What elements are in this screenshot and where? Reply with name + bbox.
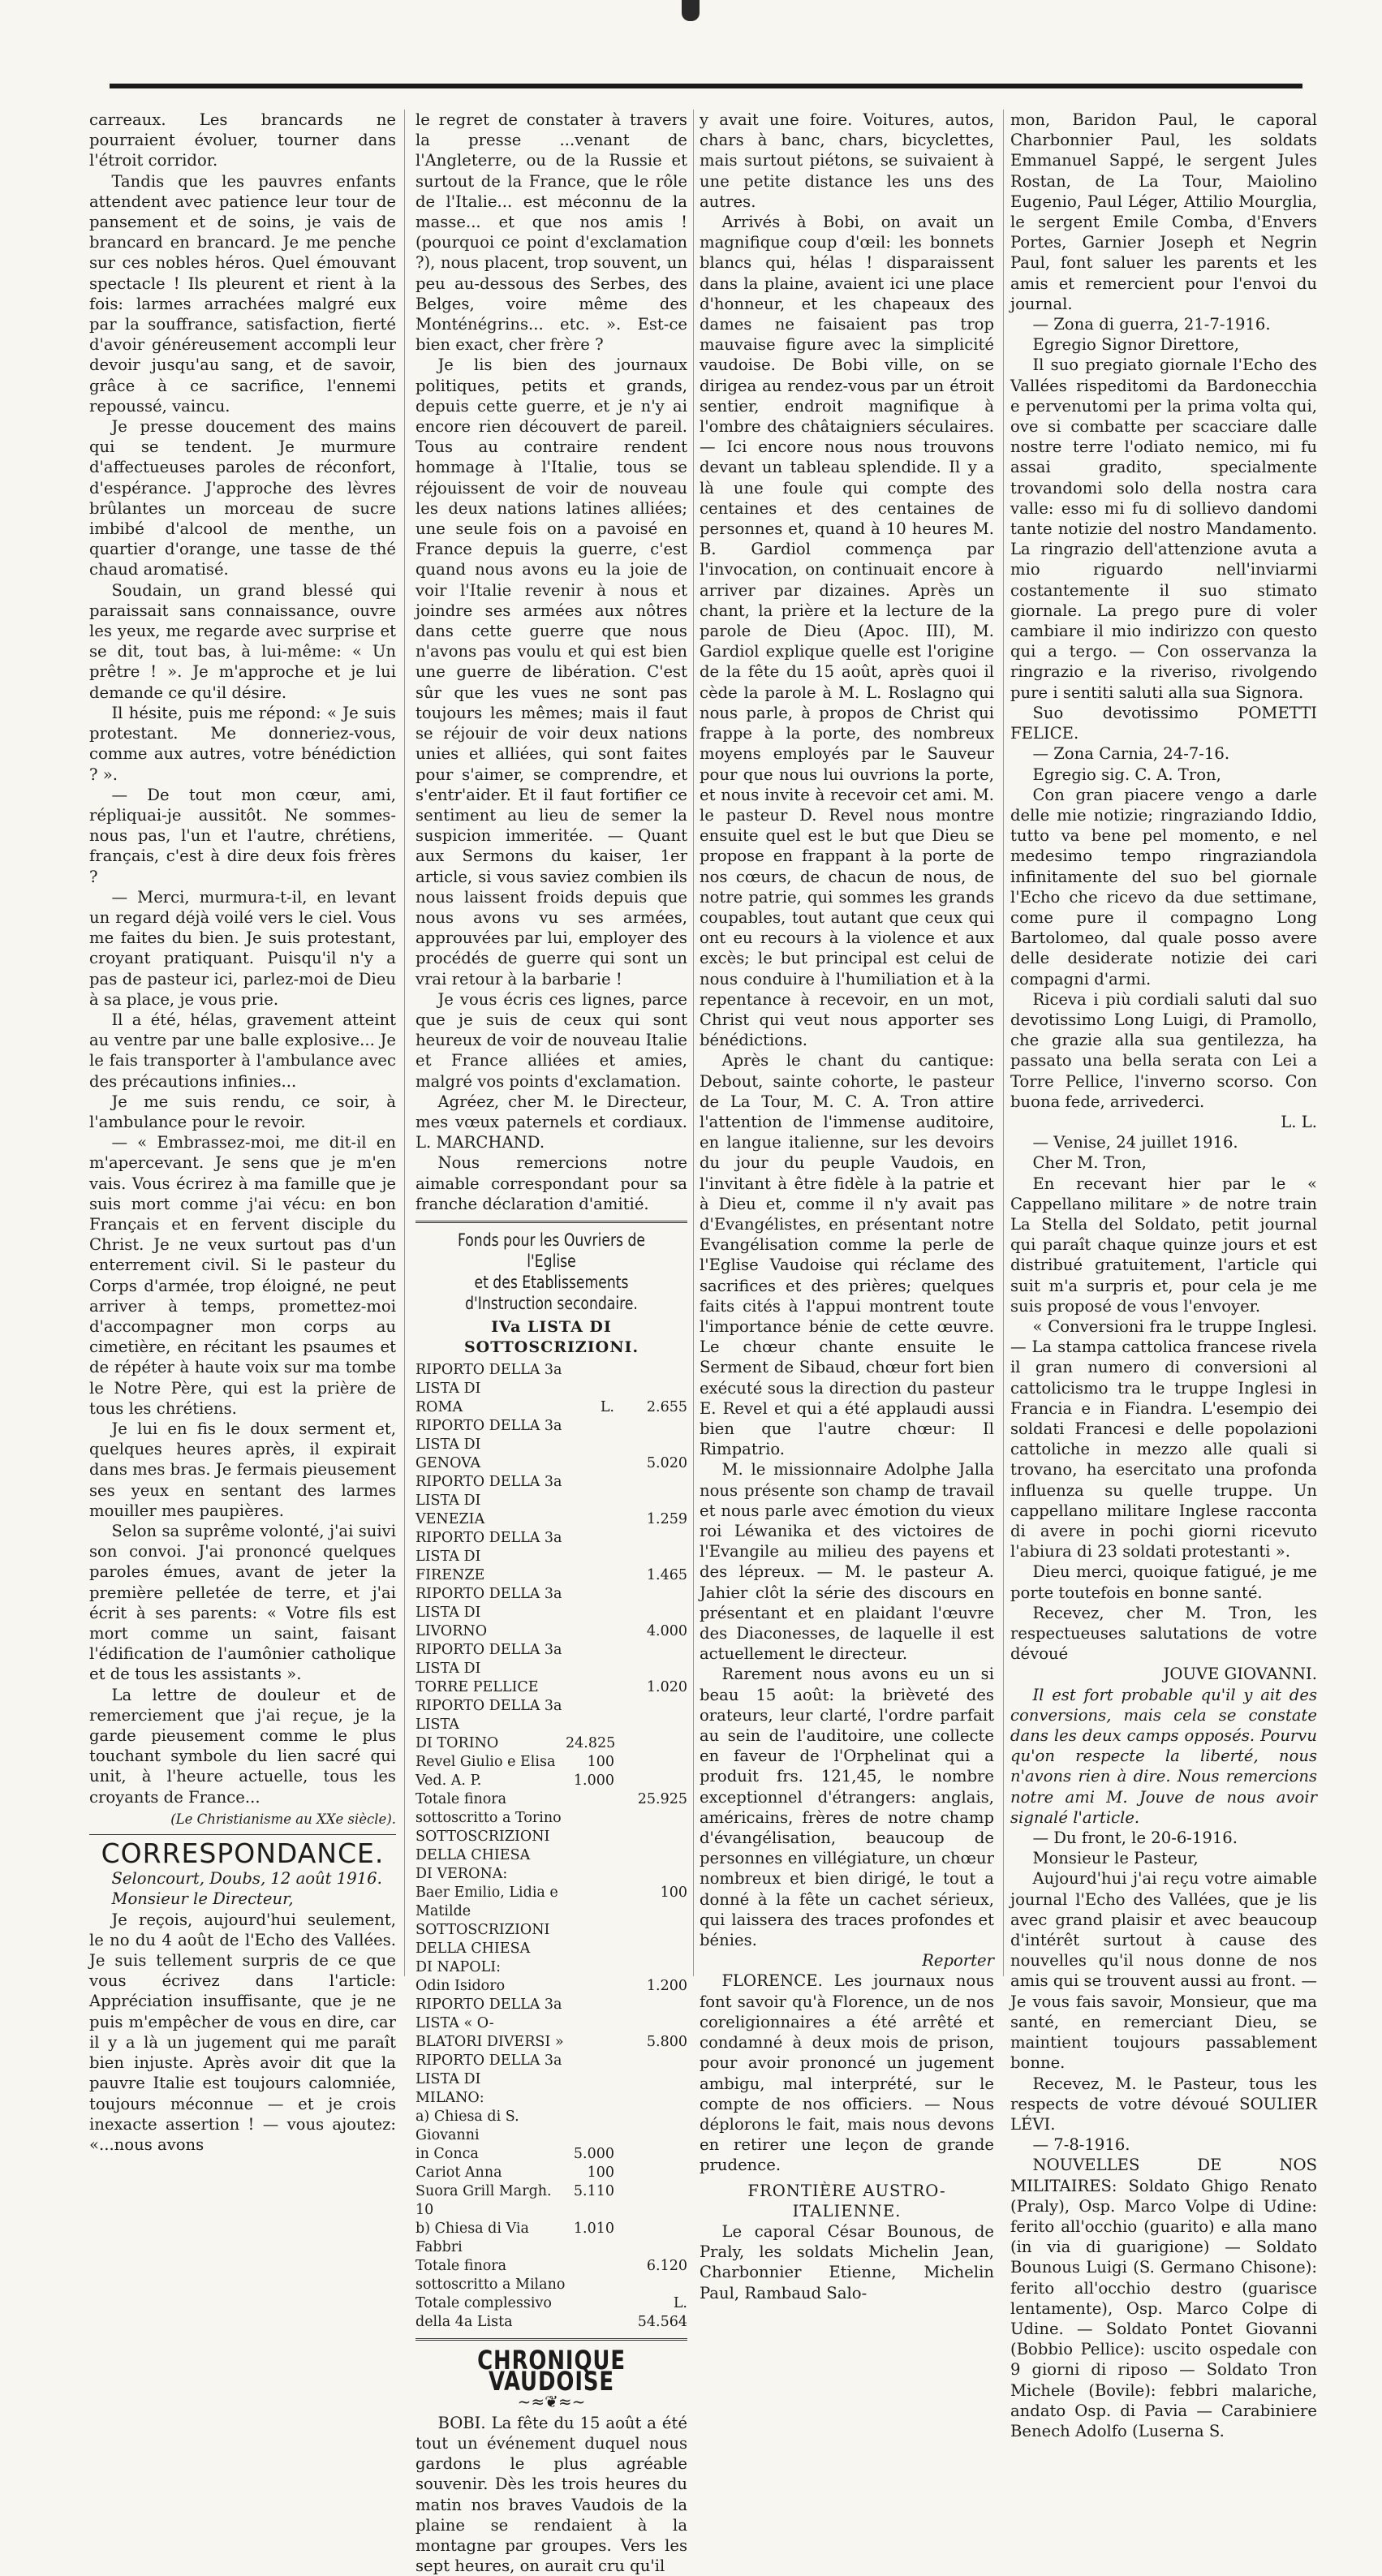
table-row: [415, 1977, 687, 1996]
table-cell: [566, 1977, 622, 1996]
paragraph: Selon sa suprême volonté, j'ai suivi son convoi. J'ai prononcé quelques paroles émues, avant de jeter la première pelletée de terre, et j'ai écrit à ses parents: « Votre fils est mort comme un saint, faisant l'édification de l'aumônier catholique et de tous les assistants ».: [89, 1522, 396, 1684]
table-row: [415, 1473, 687, 1510]
table-cell: [566, 1585, 622, 1622]
table-cell: [566, 1996, 622, 2033]
table-cell: [622, 2108, 687, 2145]
table-row: [415, 2294, 687, 2332]
table-cell: [566, 1697, 622, 1734]
column-rule: [693, 110, 694, 1976]
paragraph: Soudain, un grand blessé qui paraissait sans connaissance, ouvre les yeux, me regarde avec surprise et se dit, tout bas, à lui-même: « Un prêtre ! ». Je m'approche et je lui demande ce qu'il désire.: [89, 580, 396, 702]
table-cell: [566, 1828, 622, 1865]
table-cell: [622, 1697, 687, 1734]
paragraph: Je vous écris ces lignes, parce que je suis de ceux qui sont heureux de voir de nouveau Italie et France alliées et amies, malgré vos points d'exclamation.: [415, 989, 687, 1091]
table-cell: 25.925: [637, 1791, 687, 1808]
table-cell: 5.020: [646, 1455, 687, 1472]
paragraph: Je lui en fis le doux serment et, quelques heures après, il expirait dans mes bras. Je fermais pieusement ses yeux en sentant des larmes mouiller mes paupières.: [89, 1419, 396, 1520]
table-row: [415, 1454, 687, 1473]
table-cell: [622, 1641, 687, 1678]
salutation: Egregio sig. C. A. Tron,: [1032, 765, 1221, 784]
table-row: [415, 2033, 687, 2052]
table-cell: [566, 2089, 622, 2108]
table-cell: MILANO:: [415, 2090, 484, 2107]
column-rule: [404, 110, 405, 1976]
paragraph: Riceva i più cordiali saluti dal suo devotissimo Long Luigi, di Pramollo, che grazie alla sua gentilezza, ha passato una bella serata con Lei a Torre Pellice, l'inverno scorso. Con buona fede, arrivederci.: [1010, 989, 1317, 1111]
table-cell: [622, 2220, 687, 2257]
dateline: — 7-8-1916.: [1032, 2135, 1130, 2155]
table-cell: 1.000: [573, 1773, 614, 1790]
table-cell: [622, 1865, 687, 1884]
paragraph: — « Embrassez-moi, me dit-il en m'apercevant. Je sens que je m'en vais. Vous écrirez à ma famille que je suis mort comme j'ai vécu: en bon Français et en fervent disciple du Christ. Je ne veux surtout pas d'un enterrement civil. Si le pasteur du Corps d'armée, trop éloigné, ne peut arriver à temps, promettez-moi d'accompagner mon corps au cimetière, en récitant les psaumes et de répéter à haute voix sur ma tombe le Notre Père, qui est la prière de tous les chrétiens.: [89, 1133, 396, 1418]
table-cell: RIPORTO DELLA 3a LISTA DI: [415, 1474, 562, 1510]
table-cell: [622, 1361, 687, 1398]
top-rule: [110, 84, 1302, 88]
table-cell: RIPORTO DELLA 3a LISTA DI: [415, 1418, 562, 1454]
paragraph: Je me suis rendu, ce soir, à l'ambulance pour le revoir.: [89, 1092, 396, 1131]
paragraph: La lettre de douleur et de remerciement que j'ai reçue, je la garde pieusement comme le plus touchant symbole du lien sacré qui unit, à l'heure actuelle, tous les croyants de France...: [89, 1685, 396, 1807]
table-row: [415, 1622, 687, 1641]
paragraph: mon, Baridon Paul, le caporal Charbonnier Paul, les soldats Emmanuel Sappé, le sergent Jules Rostan, de La Tour, Maiolino Eugenio, Paul Léger, Attilio Mourglia, le sergent Emile Comba, d'Envers Portes, Garnier Joseph et Negrin Paul, font saluer les parents et les amis et remercient pour l'envoi du journal.: [1010, 110, 1317, 313]
table-cell: 5.000: [573, 2146, 614, 2163]
table-cell: [622, 1958, 687, 1977]
table-cell: RIPORTO DELLA 3a LISTA DI: [415, 1642, 562, 1678]
table-row: [415, 1529, 687, 1566]
paragraph: Arrivés à Bobi, on avait un magnifique coup d'œil: les bonnets blancs qui, hélas ! disparaissent dans la plaine, avaient ici une place d'honneur, et les chapeaux des dames ne faisaient pas trop mauvaise figure avec la simplicité vaudoise. De Bobi ville, on se dirigea au rendez-vous par un étroit sentier, endroit magnifique à l'ombre des châtaigniers séculaires. — Ici encore nous nous trouvons devant un tableau splendide. Il y a là une foule qui compte des centaines et des centaines de personnes et, quand à 10 heures M. B. Gardiol commença par l'invocation, on continuait encore à arriver par dizaines. Après un chant, la prière et la lecture de la parole de Dieu (Apoc. III), M. Gardiol explique quelle est l'origine de la fête du 15 août, après quoi il cède la parole à M. L. Roslagno qui nous parle, à propos de Christ qui frappe à la porte, des nombreux moyens employés par le Sauveur pour que nous lui ouvrions la porte, et nous invite à recevoir cet ami. M. le pasteur D. Revel nous montre ensuite quel est le but que Dieu se propose en frappant à la porte de nos cœurs, de chacun de nous, de notre patrie, qui sommes les grands coupables, tout autant que ceux qui ont eu recours à la violence et aux excès; le but principal est celui de nous conduire à l'humiliation et à la repentance à recevoir, en un mot, Christ qui veut nous apporter ses bénédictions.: [700, 213, 994, 1050]
table-cell: [566, 2052, 622, 2089]
table-cell: GENOVA: [415, 1455, 481, 1472]
salutation: Egregio Signor Direttore,: [1032, 335, 1239, 355]
table-row: [415, 1417, 687, 1454]
paragraph: Le caporal César Bounous, de Praly, les soldats Michelin Jean, Charbonnier Etienne, Michelin Paul, Rambaud Salo-: [700, 2221, 994, 2302]
paragraph: FLORENCE. Les journaux nous font savoir qu'à Florence, un de nos coreligionnaires a été arrêté et condamné à deux mois de prison, pour avoir prononcé un jugement ambigu, mal interprété, sur le compte de nos officiers. — Nous déplorons le fait, mais nous devons en retirer une leçon de grande prudence.: [700, 1971, 994, 2175]
fonds-title-line: Fonds pour les Ouvriers de l'Eglise: [457, 1230, 646, 1271]
table-cell: DI NAPOLI:: [415, 1959, 502, 1976]
subscription-table: [415, 1361, 687, 2332]
table-row: [415, 1734, 687, 1753]
table-cell: [622, 1772, 687, 1790]
scan-mark: [682, 0, 700, 21]
table-cell: RIPORTO DELLA 3a LISTA DI: [415, 1362, 562, 1398]
table-cell: ROMA: [415, 1399, 463, 1416]
table-cell: FIRENZE: [415, 1567, 485, 1584]
table-cell: 100: [587, 1754, 614, 1771]
section-heading: FRONTIÈRE AUSTRO-ITALIENNE.: [747, 2181, 946, 2221]
table-cell: RIPORTO DELLA 3a LISTA DI: [415, 1530, 562, 1566]
table-cell: [566, 2257, 622, 2294]
fonds-title-line: et des Etablissements d'Instruction secondaire.: [465, 1272, 638, 1313]
column-rule: [1003, 110, 1004, 1976]
table-row: [415, 2052, 687, 2089]
table-cell: a) Chiesa di S. Giovanni: [415, 2109, 519, 2144]
dateline: — Du front, le 20-6-1916.: [1032, 1829, 1238, 1848]
table-cell: [622, 1417, 687, 1454]
column-1: [89, 110, 396, 2154]
paragraph: Recevez, M. le Pasteur, tous les respects de votre dévoué SOULIER LÉVI.: [1010, 2074, 1317, 2134]
table-cell: DI VERONA:: [415, 1866, 508, 1883]
table-cell: [622, 1828, 687, 1865]
table-row: [415, 1884, 687, 1921]
table-cell: [566, 1417, 622, 1454]
table-cell: L.: [600, 1399, 614, 1416]
lista-title: IVa LISTA DI SOTTOSCRIZIONI.: [463, 1317, 639, 1357]
table-cell: 1.010: [573, 2221, 614, 2238]
divider: [415, 2338, 687, 2341]
paragraph: Rarement nous avons eu un si beau 15 août: la brièveté des orateurs, leur clarté, l'ordre parfait au sein de l'auditoire, une collecte en faveur de l'Orphelinat qui a produit frs. 121,45, le nombre exceptionnel d'étrangers: anglais, américains, frères de notre champ d'évangélisation, beaucoup de personnes en villégiature, un chœur nombreux et bien dirigé, le tout a donné à la fête un cachet sérieux, qui laissera des traces profondes et bénies.: [700, 1665, 994, 1950]
table-cell: LIVORNO: [415, 1623, 488, 1640]
table-cell: in Conca: [415, 2146, 479, 2163]
table-cell: BLATORI DIVERSI »: [415, 2034, 564, 2051]
table-row: [415, 2108, 687, 2145]
table-row: [415, 1585, 687, 1622]
table-cell: Totale finora sottoscritto a Milano: [415, 2258, 566, 2294]
table-row: [415, 1510, 687, 1529]
table-cell: RIPORTO DELLA 3a LISTA DI: [415, 2053, 562, 2088]
table-cell: 100: [660, 1885, 687, 1902]
table-row: [415, 2089, 687, 2108]
dateline: Seloncourt, Doubs, 12 août 1916.: [111, 1869, 382, 1889]
paragraph: Je lis bien des journaux politiques, petits et grands, depuis cette guerre, et je n'y ai encore rien découvert de pareil. Tous au contraire rendent hommage à l'Italie, tous se réjouissent de voir de nouveau les deux nations latines alliées; une seule fois on a pavoisé en France depuis la guerre, c'est quand nous avons eu la joie de voir l'Italie revenir à nous et joindre ses armées aux nôtres dans cette guerre que nous n'avons pas voulu et qui est bien une guerre de libération. C'est sûr que les vues ne sont pas toujours les mêmes; mais il faut se réjouir de voir deux nations unies et alliées, qui sont faites pour s'aimer, se comprendre, et s'entr'aider. Et il faut fortifier ce sentiment au lieu de semer la suspicion immeritée. — Quant aux Sermons du kaiser, 1er article, si vous saviez combien ils nous laissent froids depuis que nous avons vu ses armées, approuvées par lui, employer des procédés de guerre qui sont un vrai retour à la barbarie !: [415, 355, 687, 989]
section-heading: CHRONIQUE VAUDOISE: [477, 2345, 626, 2397]
paragraph: — Merci, murmura-t-il, en levant un regard déjà voilé vers le ciel. Vous me faites du bien. Je suis protestant, croyant pratiquant. Puisqu'il n'y a pas de pasteur ici, parlez-moi de Dieu à sa place, je vous prie.: [89, 887, 396, 1009]
table-cell: L. 54.564: [637, 2295, 687, 2331]
table-cell: [566, 1622, 622, 1641]
paragraph: Recevez, cher M. Tron, les respectueuses salutations de votre dévoué: [1010, 1603, 1317, 1664]
paragraph: BOBI. La fête du 15 août a été tout un événement duquel nous gardons le plus agréable souvenir. Dès les trois heures du matin nos braves Vaudois de la plaine se rendaient à la montagne par groupes. Vers les sept heures, on aurait cru qu'il: [415, 2413, 687, 2576]
table-cell: 4.000: [646, 1623, 687, 1640]
table-cell: b) Chiesa di Via Fabbri: [415, 2221, 529, 2256]
ornament-icon: ~≈❦≈~: [517, 2391, 586, 2411]
salutation: Monsieur le Directeur,: [111, 1889, 294, 1909]
table-cell: Totale finora sottoscritto a Torino: [415, 1791, 562, 1827]
signature: L. L.: [1281, 1112, 1317, 1131]
table-cell: [566, 1884, 622, 1921]
table-cell: Odin Isidoro: [415, 1978, 506, 1995]
table-cell: [622, 1996, 687, 2033]
table-row: [415, 1361, 687, 1398]
paragraph: le regret de constater à travers la presse ...venant de l'Angleterre, ou de la Russie et surtout de la France, que le rôle de l'Italie... est méconnu de la masse... et que nos amis ! (pourquoi ce point d'exclamation ?), nous placent, trop souvent, un peu au-dessous des Serbes, des Belges, voire même des Monténégrins... etc. ». Est-ce bien exact, cher frère ?: [415, 110, 687, 355]
table-cell: 6.120: [646, 2258, 687, 2275]
paragraph: M. le missionnaire Adolphe Jalla nous présente son champ de travail et nous parle avec émotion du vieux roi Léwanika et des victoires de l'Evangile au milieu des payens et des lépreux. — M. le pasteur A. Jahier clôt la série des discours en présentant et en plaidant l'œuvre des Diaconesses, de laquelle il est actuellement le directeur.: [700, 1460, 994, 1664]
table-cell: 1.465: [646, 1567, 687, 1584]
table-cell: 5.110: [573, 2183, 614, 2200]
table-cell: 2.655: [646, 1399, 687, 1416]
paragraph: y avait une foire. Voitures, autos, chars à banc, chars, bicyclettes, mais surtout piétons, se suivaient à une petite distance les uns des autres.: [700, 110, 994, 211]
table-row: [415, 2145, 687, 2164]
table-cell: RIPORTO DELLA 3a LISTA: [415, 1698, 562, 1734]
table-cell: [566, 1510, 622, 1529]
table-cell: 1.259: [646, 1511, 687, 1528]
dateline: — Zona Carnia, 24-7-16.: [1032, 744, 1230, 764]
paragraph: Nous remercions notre aimable correspondant pour sa franche déclaration d'amitié.: [415, 1153, 687, 1213]
table-cell: Revel Giulio e Elisa: [415, 1754, 556, 1771]
column-2: [415, 110, 687, 2576]
table-cell: SOTTOSCRIZIONI DELLA CHIESA: [415, 1829, 550, 1864]
paragraph: Après le chant du cantique: Debout, sainte cohorte, le pasteur de La Tour, M. C. A. Tron attire l'attention de l'immense auditoire, en langue italienne, sur les devoirs du jour du peuple Vaudois, en l'invitant à être fidèle à la patrie et à Dieu et, comme il n'y avait pas d'Evangélistes, en présentant notre Evangélisation comme la perle de l'Eglise Vaudoise qui réclame des sacrifices et des prières; quelques faits cités à l'appui montrent toute l'importance bénie de cette œuvre. Le chœur chante ensuite le Serment de Sibaud, chœur fort bien exécuté sous la direction du pasteur E. Revel et qui a été applaudi aussi bien que l'autre chœur: Il Rimpatrio.: [700, 1051, 994, 1459]
paragraph: NOUVELLES DE NOS MILITAIRES: Soldato Ghigo Renato (Praly), Osp. Marco Volpe di Udine: ferito all'occhio (guarito) e alla mano (in via di guarigione) — Soldato Bounous Luigi (S. Germano Chisone): ferito all'occhio destro (guarisce lentamente), Osp. Marco Colpe di Udine. — Soldato Pontet Giovanni (Bobbio Pellice): uscito ospedale con 9 giorni di riposo — Soldato Tron Michele (Bovile): febbri malariche, andato Osp. di Pavia — Carabiniere Benech Adolfo (Luserna S.: [1010, 2156, 1317, 2440]
table-cell: [622, 1734, 687, 1753]
table-row: [415, 2164, 687, 2182]
table-cell: SOTTOSCRIZIONI DELLA CHIESA: [415, 1922, 550, 1958]
column-3: [700, 110, 994, 2302]
paragraph: Tandis que les pauvres enfants attendent avec patience leur tour de pansement et de soins, je vais de brancard en brancard. Je me penche sur ces nobles héros. Quel émouvant spectacle ! Ils pleurent et rient à la fois: larmes arrachées malgré eux par la souffrance, satisfaction, fierté d'avoir généreusement accompli leur devoir jusqu'au sang, et de savoir, grâce à ce sacrifice, l'ennemi repoussé, vaincu.: [89, 171, 396, 416]
paragraph: carreaux. Les brancards ne pourraient évoluer, tourner dans l'étroit corridor.: [89, 110, 396, 170]
table-cell: RIPORTO DELLA 3a LISTA « O-: [415, 1997, 562, 2032]
table-cell: Totale complessivo della 4a Lista: [415, 2295, 552, 2331]
table-cell: [622, 1585, 687, 1622]
table-row: [415, 1566, 687, 1585]
signature: Suo devotissimo POMETTI FELICE.: [1010, 703, 1317, 743]
table-row: [415, 2257, 687, 2294]
table-cell: [566, 1790, 622, 1828]
table-cell: [622, 1921, 687, 1958]
table-row: [415, 1697, 687, 1734]
table-row: [415, 1790, 687, 1828]
column-4: [1010, 110, 1317, 2440]
table-cell: [566, 1566, 622, 1585]
table-row: [415, 1828, 687, 1865]
table-row: [415, 1958, 687, 1977]
table-row: [415, 1678, 687, 1697]
table-cell: [622, 2089, 687, 2108]
table-cell: Ved. A. P.: [415, 1773, 482, 1790]
table-row: [415, 1996, 687, 2033]
table-cell: Suora Grill Margh. 10: [415, 2183, 552, 2219]
divider: [415, 1221, 687, 1223]
paragraph: « Conversioni fra le truppe Inglesi. — La stampa cattolica francese rivela il gran numero di conversioni al cattolicismo tra le truppe Inglesi in Francia e in Fiandra. L'esempio dei soldati Francesi e delle popolazioni cattoliche in mezzo alle quali si trovano, ha esercitato una profonda influenza su quelle truppe. Un cappellano militare Inglese racconta di avere in pochi giorni ricevuto l'abiura di 23 soldati protestanti ».: [1010, 1316, 1317, 1562]
table-cell: [566, 1473, 622, 1510]
paragraph: En recevant hier par le « Cappellano militare » de notre train La Stella del Soldato, petit journal qui paraît chaque quinze jours et est distribué gratuitement, l'article qui suit m'a surpris et, pour cela je me suis proposé de vous l'envoyer.: [1010, 1174, 1317, 1316]
table-cell: [566, 1529, 622, 1566]
divider: [89, 1834, 396, 1835]
table-row: [415, 2182, 687, 2220]
table-cell: [622, 2182, 687, 2220]
paragraph: Dieu merci, quoique fatigué, je me porte toutefois en bonne santé.: [1010, 1562, 1317, 1602]
table-cell: Baer Emilio, Lidia e Matilde: [415, 1885, 558, 1920]
table-row: [415, 1641, 687, 1678]
table-row: [415, 1921, 687, 1958]
paragraph: Il suo pregiato giornale l'Echo des Vallées rispeditomi da Bardonecchia e pervenutomi per la prima volta qui, ove si combatte per scacciare dalle nostre terre l'odiato nemico, mi fu assai gradito, specialmente trovandomi solo della nostra cara valle: esso mi fu di sollievo dandomi tante notizie del nostro Mandamento. La ringrazio dell'attenzione avuta a mio riguardo nell'inviarmi costantemente il suo stimato giornale. La prego pure di voler cambiare il mio indirizzo con questo qui a tergo. — Con osservanza la ringrazio e la riveriso, rivolgendo pure i sentiti saluti alla sua Signora.: [1010, 355, 1317, 702]
table-cell: [566, 1958, 622, 1977]
fonds-title: [440, 1230, 663, 1314]
table-cell: [622, 2164, 687, 2182]
table-cell: 100: [587, 2165, 614, 2182]
table-row: [415, 1753, 687, 1772]
table-cell: [566, 1361, 622, 1398]
table-cell: [566, 1921, 622, 1958]
paragraph: Aujourd'hui j'ai reçu votre aimable journal l'Echo des Vallées, que je lis avec grand plaisir et avec beaucoup d'intérêt surtout à cause des nouvelles qu'il nous donne de nos amis qui se trouvent aussi au front. — Je vous fais savoir, Monsieur, que ma santé, en remerciant Dieu, se maintient toujours passablement bonne.: [1010, 1869, 1317, 2073]
signature: JOUVE GIOVANNI.: [1163, 1665, 1317, 1684]
table-row: [415, 2220, 687, 2257]
paragraph: — De tout mon cœur, ami, répliquai-je aussitôt. Ne sommes-nous pas, l'un et l'autre, chrétiens, français, c'est à dire deux fois frères ?: [89, 785, 396, 886]
table-cell: [622, 1529, 687, 1566]
dateline: — Venise, 24 juillet 1916.: [1032, 1133, 1238, 1152]
editor-note: Il est fort probable qu'il y ait des conversions, mais cela se constate dans les deux camps opposés. Pourvu qu'on respecte la liberté, nous n'avons rien à dire. Nous remercions notre ami M. Jouve de nous avoir signalé l'article.: [1010, 1685, 1317, 1827]
salutation: Cher M. Tron,: [1032, 1153, 1147, 1173]
table-cell: [622, 1473, 687, 1510]
table-cell: 5.800: [646, 2034, 687, 2051]
table-cell: [622, 1753, 687, 1772]
table-cell: [566, 1454, 622, 1473]
table-cell: 24.825: [566, 1735, 616, 1752]
table-cell: [566, 2108, 622, 2145]
paragraph: Agréez, cher M. le Directeur, mes vœux paternels et cordiaux. L. MARCHAND.: [415, 1092, 687, 1152]
paragraph: Je reçois, aujourd'hui seulement, le no du 4 août de l'Echo des Vallées. Je suis tellement surpris de ce que vous écrivez dans l'article: Appréciation insuffisante, que je ne puis m'empêcher de vous en dire, car il y a là un jugement qui me paraît bien injuste. Après avoir dit que la pauvre Italie est toujours calomniée, toujours méconnue — et je crois inexacte assertion ! — vous ajoutez: «...nous avons: [89, 1910, 396, 2154]
table-cell: VENEZIA: [415, 1511, 485, 1528]
section-heading: CORRESPONDANCE.: [101, 1837, 385, 1870]
table-cell: Cariot Anna: [415, 2165, 502, 2182]
dateline: — Zona di guerra, 21-7-1916.: [1032, 315, 1271, 334]
table-cell: [622, 2052, 687, 2089]
table-cell: DI TORINO: [415, 1735, 499, 1752]
table-cell: [566, 1641, 622, 1678]
table-row: [415, 1772, 687, 1790]
table-cell: [566, 1865, 622, 1884]
article-source: (Le Christianisme au XXe siècle).: [170, 1811, 396, 1827]
paragraph: Je presse doucement des mains qui se tendent. Je murmure d'affectueuses paroles de réconfort, d'espérance. J'approche des lèvres brûlantes un morceau de sucre imbibé d'alcool de menthe, un quartier d'orange, une tasse de thé chaud aromatisé.: [89, 417, 396, 579]
table-cell: 1.200: [646, 1978, 687, 1995]
table-cell: [566, 2294, 622, 2332]
paragraph: Il hésite, puis me répond: « Je suis protestant. Me donneriez-vous, comme aux autres, votre bénédiction ? ».: [89, 703, 396, 784]
table-row: [415, 1865, 687, 1884]
paragraph: Il a été, hélas, gravement atteint au ventre par une balle explosive... Je le fais transporter à l'ambulance avec des précautions infinies...: [89, 1010, 396, 1091]
paragraph: Con gran piacere vengo a darle delle mie notizie; ringraziando Iddio, tutto va bene pel momento, e nel medesimo tempo ringraziandola infinitamente del suo bel giornale l'Echo che ricevo da due settimane, come pure il compagno Long Bartolomeo, dal quale posso avere delle desiderate notizie dei cari compagni d'armi.: [1010, 785, 1317, 989]
table-cell: [566, 1678, 622, 1697]
table-cell: TORRE PELLICE: [415, 1679, 539, 1696]
table-row: [415, 1398, 687, 1417]
byline: Reporter: [922, 1951, 994, 1971]
salutation: Monsieur le Pasteur,: [1032, 1849, 1199, 1868]
table-cell: RIPORTO DELLA 3a LISTA DI: [415, 1586, 562, 1622]
table-cell: [622, 2145, 687, 2164]
table-cell: [566, 2033, 622, 2052]
table-cell: 1.020: [646, 1679, 687, 1696]
